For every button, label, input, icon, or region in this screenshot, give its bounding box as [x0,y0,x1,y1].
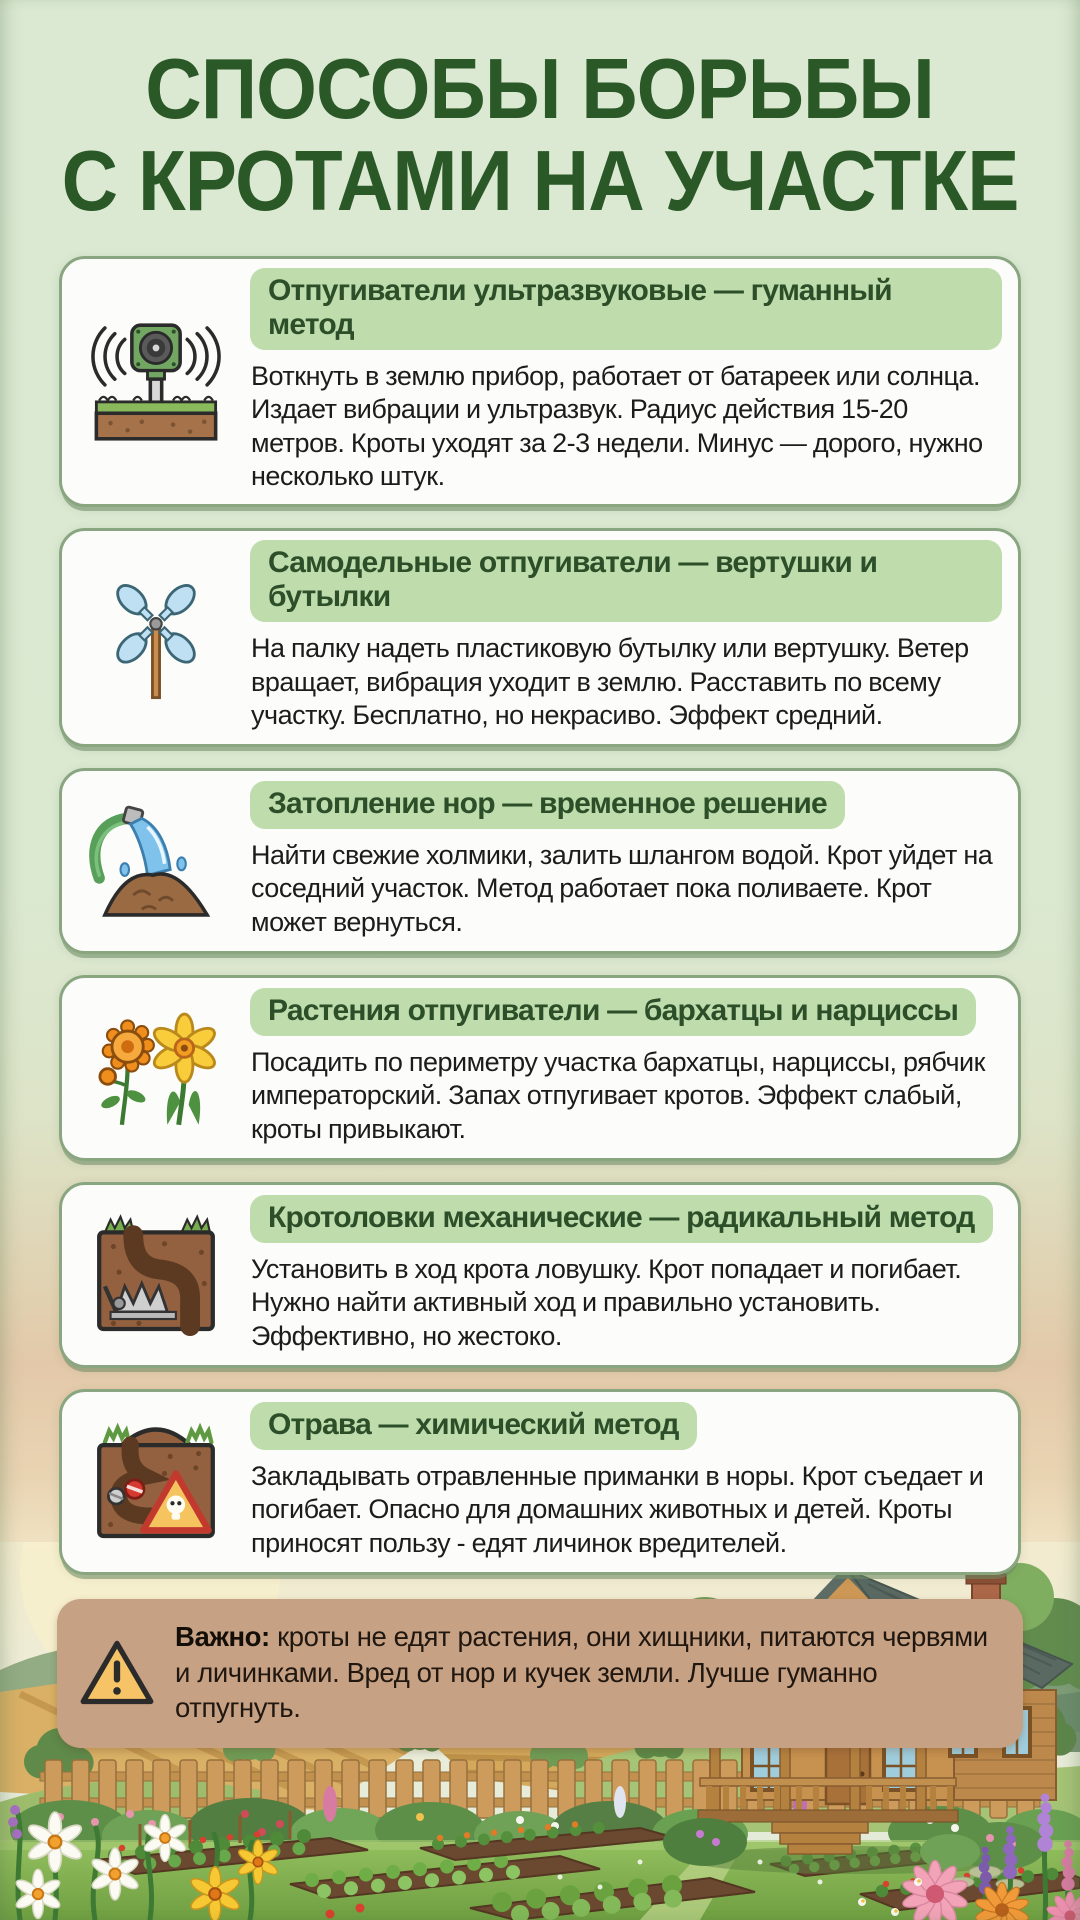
method-card-ultrasonic [59,256,1021,508]
bottle-pinwheel-icon [62,567,250,709]
warning-note [57,1599,1023,1748]
marigold-daffodil-icon [62,997,250,1139]
method-card-flooding [59,768,1021,954]
warning-triangle-icon [79,1638,155,1708]
method-card-header: Затопление нор — временное решение [250,781,845,829]
warning-text: кроты не едят растения, они хищники, питаются червями и личинками. Вред от нор и кучек земли. Лучше гуманно отпугнуть. [175,1620,988,1724]
method-card-poison [59,1389,1021,1575]
method-card-header: Растения отпугиватели — бархатцы и нарциссы [250,988,976,1036]
hose-watering-icon [62,790,250,932]
method-card-plants [59,975,1021,1161]
method-card-body: На палку надеть пластиковую бутылку или вертушку. Ветер вращает, вибрация уходит в землю. Расставить по всему участку. Бесплатно, но некрасиво. Эффект средний. [251,633,969,731]
method-card-body: Найти свежие холмики, залить шлангом водой. Крот уйдет на соседний участок. Метод работает пока поливаете. Крот может вернуться. [251,839,993,937]
method-card-header: Отпугиватели ультразвуковые — гуманный метод [250,268,1002,350]
method-cards [59,256,1021,1575]
method-card-body: Установить в ход крота ловушку. Крот попадает и погибает. Нужно найти активный ход и правильно установить. Эффективно, но жестоко. [251,1253,962,1351]
poison-bait-icon [62,1411,250,1553]
method-card-body: Закладывать отравленные приманки в норы. Крот съедает и погибает. Опасно для домашних животных и детей. Кроты приносят пользу - едят личинок вредителей. [251,1460,984,1558]
method-card-header: Кротоловки механические — радикальный метод [250,1195,993,1243]
ultrasonic-repeller-icon [62,311,250,453]
page-title [0,44,1080,228]
mole-trap-icon [62,1204,250,1346]
page-title-line1: СПОСОБЫ БОРЬБЫ [145,42,935,137]
page-title-line2: С КРОТАМИ НА УЧАСТКЕ [61,133,1019,229]
method-card-traps [59,1182,1021,1368]
method-card-homemade [59,528,1021,746]
method-card-header: Отрава — химический метод [250,1402,697,1450]
method-card-body: Воткнуть в землю прибор, работает от батареек или солнца. Издает вибрации и ультразвук. Радиус действия 15-20 метров. Кроты уходят за 2-3 недели. Минус — дорого, нужно несколько штук. [251,360,983,491]
method-card-header: Самодельные отпугиватели — вертушки и бутылки [250,540,1002,622]
warning-label: Важно: [175,1620,270,1652]
warning-text-block [175,1619,999,1726]
method-card-body: Посадить по периметру участка бархатцы, нарциссы, рябчик императорский. Запах отпугивает кротов. Эффект слабый, кроты привыкают. [251,1046,985,1144]
